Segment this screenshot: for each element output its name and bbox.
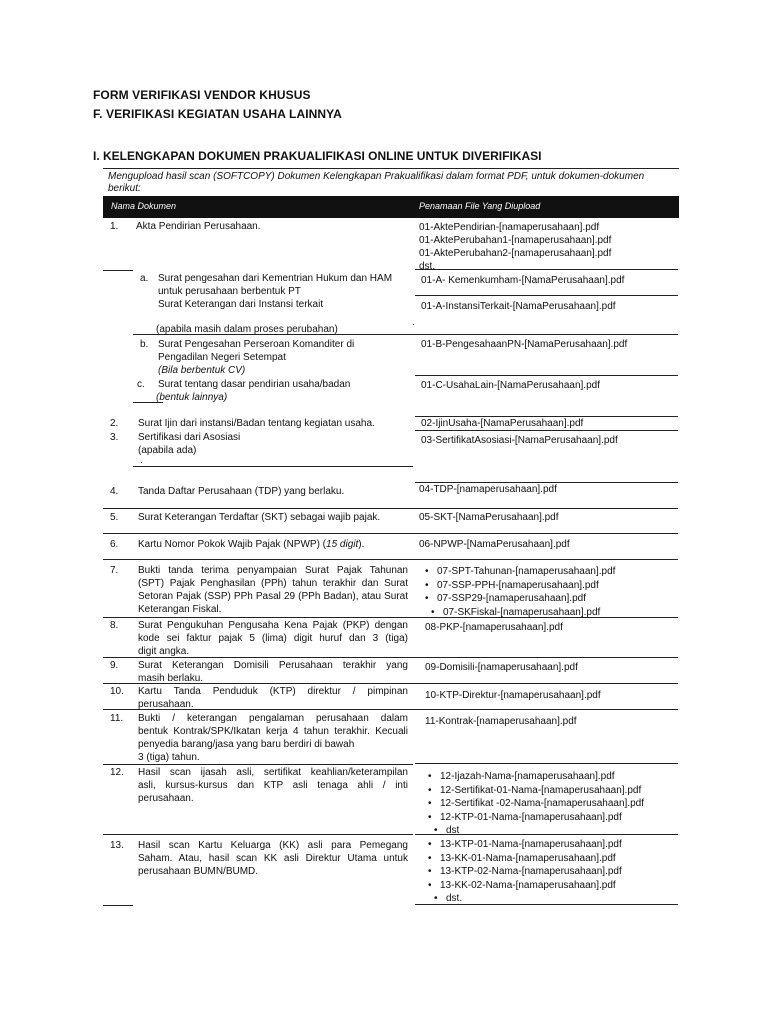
row-divider <box>103 683 678 684</box>
row-divider <box>133 402 163 403</box>
row-document: Kartu Tanda Penduduk (KTP) direktur / pimpinan perusahaan. <box>138 686 408 710</box>
row-filename: 01-AktePendirian-[namaperusahaan].pdf <box>419 222 600 233</box>
row-number: 3. <box>110 432 119 443</box>
row-number: 7. <box>110 565 119 576</box>
row-filename: 05-SKT-[NamaPerusahaan].pdf <box>419 512 559 523</box>
table-header <box>103 196 679 218</box>
row-document: Bukti tanda terima penyampaian Surat Pajak Tahunan (SPT) Pajak Penghasilan (PPh) tahun terakhir dan Surat Setoran Pajak (SSP) PPh Pasal 29 (PPh Badan), atau Surat Keterangan Fiskal. <box>138 565 408 615</box>
row-number: 6. <box>110 539 119 550</box>
row-divider <box>103 508 678 509</box>
row-divider <box>415 430 678 431</box>
row-document: Surat pengesahan dari Kementrian Hukum dan HAM <box>158 273 393 284</box>
row-number: 8. <box>110 620 119 631</box>
row-filename: 10-KTP-Direktur-[namaperusahaan].pdf <box>425 690 601 701</box>
row-divider <box>133 334 678 335</box>
row-document: Tanda Daftar Perusahaan (TDP) yang berlaku. <box>138 486 345 497</box>
row-document: Surat Keterangan Terdaftar (SKT) sebagai wajib pajak. <box>138 512 381 523</box>
row-filename: 09-Domisili-[namaperusahaan].pdf <box>425 662 578 673</box>
row-document: Pengadilan Negeri Setempat <box>158 352 286 363</box>
row-filename: 06-NPWP-[NamaPerusahaan].pdf <box>419 539 570 550</box>
row-filename: 01-B-PengesahaanPN-[NamaPerusahaan].pdf <box>421 339 628 350</box>
row-document: Hasil scan Kartu Keluarga (KK) asli para Pemegang Saham. Atau, hasil scan KK asli Direktur Utama untuk perusahaan BUMN/BUMD. <box>138 840 408 877</box>
row-filename: 01-AktePerubahan1-[namaperusahaan].pdf <box>419 235 612 246</box>
row-divider <box>103 657 678 658</box>
row-number: 5. <box>110 512 119 523</box>
intro-text: Mengupload hasil scan (SOFTCOPY) Dokumen Kelengkapan Prakualifikasi dalam format PDF, untuk dokumen-dokumen berikut: <box>108 171 645 194</box>
row-divider <box>103 764 413 765</box>
row-filename: dst. <box>419 261 436 272</box>
row-divider <box>103 709 678 710</box>
column-header-document: Nama Dokumen <box>111 201 177 211</box>
row-document: Surat Pengukuhan Pengusaha Kena Pajak (PKP) dengan kode sei faktur pajak 5 (lima) digit huruf dan 3 (tiga) digit angka. <box>138 620 408 657</box>
row-filename: 08-PKP-[namaperusahaan].pdf <box>425 622 563 633</box>
row-filename: 02-IjinUsaha-[NamaPerusahaan].pdf <box>421 418 584 429</box>
row-divider <box>103 270 133 271</box>
row-document: Surat Ijin dari instansi/Badan tentang kegiatan usaha. <box>138 418 375 429</box>
row-number: 13. <box>110 840 124 851</box>
form-subtitle: F. VERIFIKASI KEGIATAN USAHA LAINNYA <box>93 107 342 121</box>
row-filename-list: • 12-Ijazah-Nama-[namaperusahaan].pdf • 12-Sertifikat-01-Nama-[namaperusahaan].pdf • 12-Sertifikat -02-Nama-[namaperusahaan].pdf • 12-KTP-01-Nama-[namaperusahaan].pdf • dst <box>426 770 644 838</box>
row-document: untuk perusahaan berbentuk PT <box>158 286 301 297</box>
row-letter: c. <box>137 379 145 390</box>
row-number: 10. <box>110 686 124 697</box>
row-divider <box>133 466 413 467</box>
row-filename: 01-A-InstansiTerkait-[NamaPerusahaan].pdf <box>421 301 616 312</box>
row-filename: 01-AktePerubahan2-[namaperusahaan].pdf <box>419 248 612 259</box>
row-filename-list: • 13-KTP-01-Nama-[namaperusahaan].pdf • 13-KK-01-Nama-[namaperusahaan].pdf • 13-KTP-02-Nama-[namaperusahaan].pdf • 13-KK-02-Nama-[namaperusahaan].pdf • dst. <box>426 838 622 906</box>
row-document: Surat Keterangan dari Instansi terkait <box>158 299 324 310</box>
row-divider <box>103 559 678 560</box>
row-divider <box>415 375 678 376</box>
row-divider <box>415 295 678 296</box>
row-document: Akta Pendirian Perusahaan. <box>136 221 261 232</box>
stray-dot: . <box>140 455 143 466</box>
row-letter: a. <box>140 273 149 284</box>
row-number: 9. <box>110 660 119 671</box>
row-filename: 11-Kontrak-[namaperusahaan].pdf <box>425 716 577 727</box>
row-divider <box>415 904 678 905</box>
row-document: Kartu Nomor Pokok Wajib Pajak (NPWP) (15 digit). <box>138 539 365 550</box>
row-filename: 03-SertifikatAsosiasi-[NamaPerusahaan].pdf <box>421 435 618 446</box>
row-document: (apabila masih dalam proses perubahan) <box>156 324 338 335</box>
row-document: Hasil scan ijasah asli, sertifikat keahlian/keterampilan asli, kursus-kursus dan KTP asli tenaga ahli / inti perusahaan. <box>138 767 408 804</box>
section-rule <box>103 168 679 169</box>
row-document: (apabila ada) <box>138 445 197 456</box>
row-divider <box>415 763 678 764</box>
row-filename: 01-C-UsahaLain-[NamaPerusahaan].pdf <box>421 380 600 391</box>
row-filename: 01-A- Kemenkumham-[NamaPerusahaan].pdf <box>421 275 625 286</box>
stray-dot: . <box>412 317 415 328</box>
row-document: (Bila berbentuk CV) <box>158 365 246 376</box>
row-divider <box>103 905 133 906</box>
form-title: FORM VERIFIKASI VENDOR KHUSUS <box>93 88 311 102</box>
row-document: Sertifikasi dari Asosiasi <box>138 432 241 443</box>
row-number: 2. <box>110 418 119 429</box>
row-number: 4. <box>110 486 119 497</box>
row-number: 1. <box>110 221 119 232</box>
row-number: 12. <box>110 767 124 778</box>
row-filename: 04-TDP-[namaperusahaan].pdf <box>419 484 557 495</box>
row-number: 11. <box>110 713 124 724</box>
row-divider <box>103 834 413 835</box>
row-letter: b. <box>140 339 149 350</box>
row-document: Surat Keterangan Domisili Perusahaan terakhir yang masih berlaku. <box>138 660 408 684</box>
row-divider <box>415 269 678 270</box>
row-document: Surat Pengesahan Perseroan Komanditer di <box>158 339 355 350</box>
row-document: Bukti / keterangan pengalaman perusahaan dalam bentuk Kontrak/SPK/Ikatan kerja 4 tahun terakhir. Kecuali penyedia barang/jasa yang baru berdiri di bawah 3 (tiga) tahun. <box>138 713 408 763</box>
row-document: Surat tentang dasar pendirian usaha/badan <box>158 379 351 390</box>
section-heading: I. KELENGKAPAN DOKUMEN PRAKUALIFIKASI ONLINE UNTUK DIVERIFIKASI <box>93 149 542 163</box>
row-document: (bentuk lainnya) <box>156 392 228 403</box>
row-divider <box>103 617 678 618</box>
row-filename-list: • 07-SPT-Tahunan-[namaperusahaan].pdf • 07-SSP-PPH-[namaperusahaan].pdf • 07-SSP29-[namaperusahaan].pdf • 07-SKFiskal-[namaperusahaan].pdf <box>423 565 615 619</box>
row-divider <box>103 533 678 534</box>
column-header-filename: Penamaan File Yang Diupload <box>419 201 541 211</box>
row-divider <box>415 834 678 835</box>
